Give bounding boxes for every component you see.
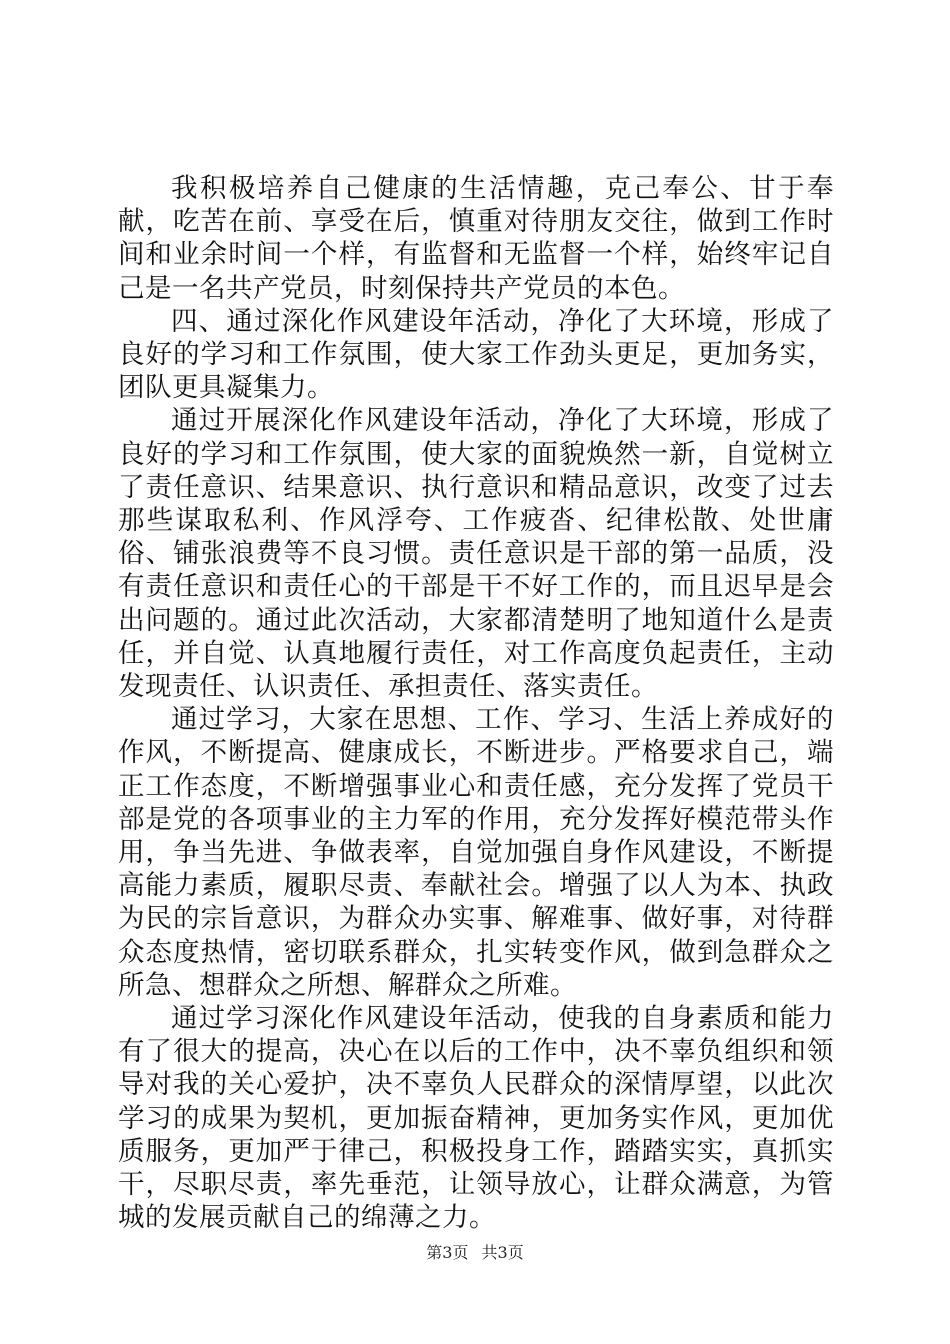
page-total: 共3页	[481, 1243, 524, 1262]
paragraph-self-discipline: 我积极培养自己健康的生活情趣，克己奉公、甘于奉献，吃苦在前、享受在后，慎重对待朋友交往，做到工作时间和业余时间一个样，有监督和无监督一个样，始终牢记自己是一名共产党员，时刻保持共产党员的本色。	[118, 173, 834, 304]
document-body	[118, 172, 834, 1235]
page-number: 第3页	[426, 1243, 469, 1262]
page-footer	[0, 1243, 950, 1263]
paragraph-responsibility: 通过开展深化作风建设年活动，净化了大环境，形成了良好的学习和工作氛围，使大家的面貌焕然一新，自觉树立了责任意识、结果意识、执行意识和精品意识，改变了过去那些谋取私利、作风浮夸、工作疲沓、纪律松散、处世庸俗、铺张浪费等不良习惯。责任意识是干部的第一品质，没有责任意识和责任心的干部是干不好工作的，而且迟早是会出问题的。通过此次活动，大家都清楚明了地知道什么是责任，并自觉、认真地履行责任，对工作高度负起责任，主动发现责任、认识责任、承担责任、落实责任。	[118, 405, 834, 703]
paragraph-study-results: 通过学习，大家在思想、工作、学习、生活上养成好的作风，不断提高、健康成长，不断进步。严格要求自己，端正工作态度，不断增强事业心和责任感，充分发挥了党员干部是党的各项事业的主力军的作用，充分发挥好模范带头作用，争当先进、争做表率，自觉加强自身作风建设，不断提高能力素质，履职尽责、奉献社会。增强了以人为本、执政为民的宗旨意识，为群众办实事、解难事、做好事，对待群众态度热情，密切联系群众，扎实转变作风，做到急群众之所急、想群众之所想、解群众之所难。	[118, 704, 834, 1001]
paragraph-section-four-heading: 四、通过深化作风建设年活动，净化了大环境，形成了良好的学习和工作氛围，使大家工作劲头更足，更加务实，团队更具凝集力。	[118, 305, 834, 404]
paragraph-conclusion: 通过学习深化作风建设年活动，使我的自身素质和能力有了很大的提高，决心在以后的工作中，决不辜负组织和领导对我的关心爱护，决不辜负人民群众的深情厚望，以此次学习的成果为契机，更加振奋精神，更加务实作风，更加优质服务，更加严于律己，积极投身工作，踏踏实实，真抓实干，尽职尽责，率先垂范，让领导放心，让群众满意，为管城的发展贡献自己的绵薄之力。	[118, 1003, 834, 1234]
